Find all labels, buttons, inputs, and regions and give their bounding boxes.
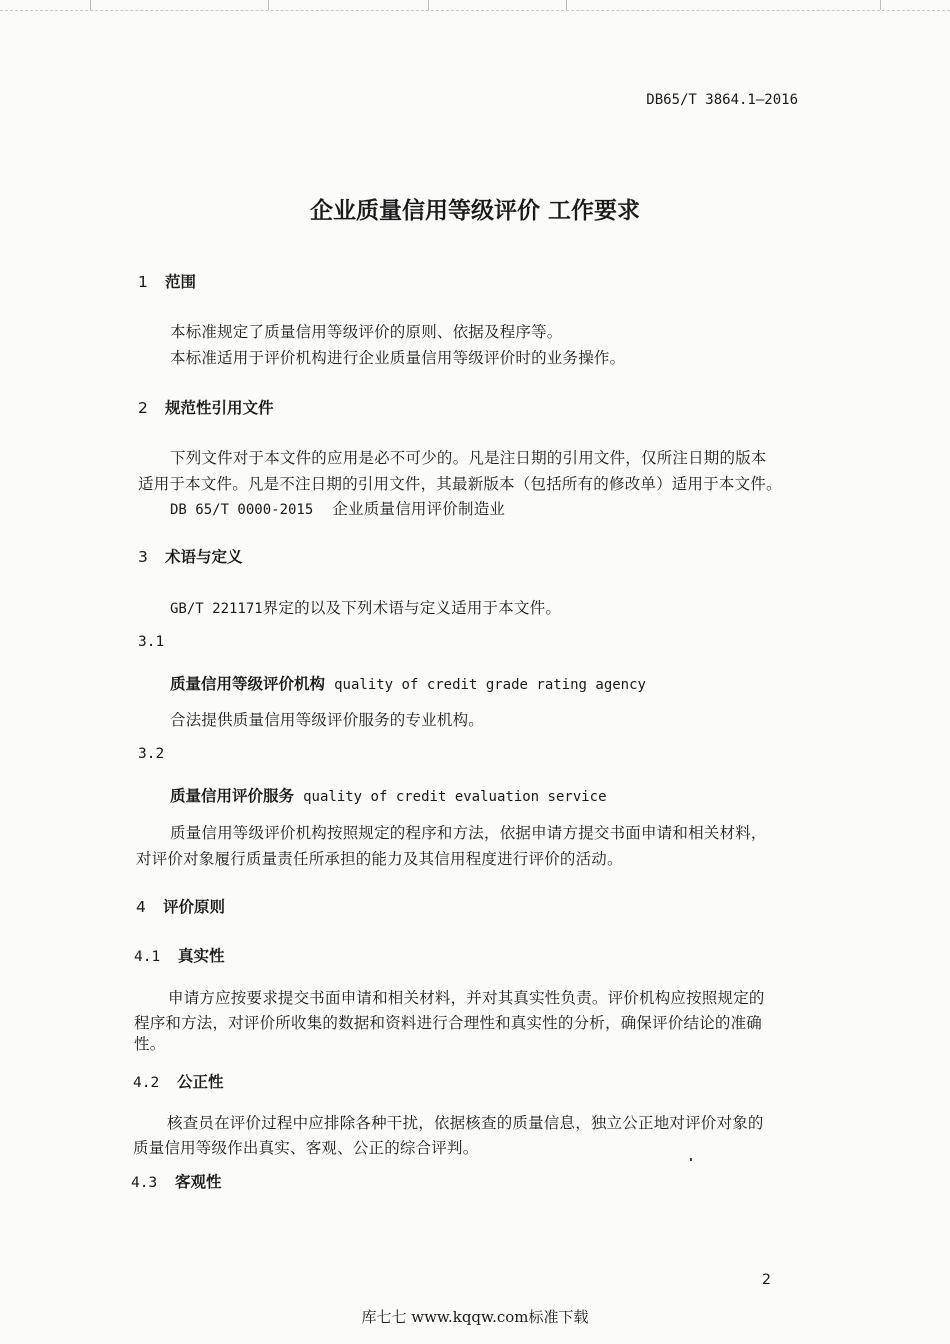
clause-number: 3.1 — [138, 634, 165, 650]
term-english: quality of credit evaluation service — [303, 789, 607, 805]
scan-mark — [880, 0, 881, 10]
term-chinese: 质量信用等级评价机构 — [170, 675, 326, 693]
term-entry — [170, 672, 646, 694]
term-english: quality of credit grade rating agency — [334, 677, 646, 693]
section-2-heading — [138, 396, 274, 418]
term-definition: 对评价对象履行质量责任所承担的能力及其信用程度进行评价的活动。 — [136, 850, 623, 868]
paragraph: 适用于本文件。凡是不注日期的引用文件，其最新版本（包括所有的修改单）适用于本文件。 — [138, 475, 782, 493]
section-3-heading — [138, 545, 243, 567]
section-1-heading — [138, 270, 196, 292]
clause-number: 4.3 — [131, 1175, 158, 1191]
paragraph: 本标准规定了质量信用等级评价的原则、依据及程序等。 — [170, 323, 563, 341]
section-4-heading — [136, 895, 225, 917]
clause-title: 客观性 — [175, 1173, 222, 1191]
reference-code: DB 65/T 0000-2015 — [170, 502, 314, 518]
reference-code: GB/T 221171 — [170, 601, 263, 617]
section-number: 4 — [136, 898, 146, 916]
section-number: 2 — [138, 399, 148, 417]
section-title: 评价原则 — [163, 898, 226, 916]
term-definition: 合法提供质量信用等级评价服务的专业机构。 — [170, 711, 485, 729]
section-number: 1 — [138, 273, 148, 291]
paragraph — [170, 596, 561, 618]
scan-mark — [90, 0, 91, 10]
paragraph: 核查员在评价过程中应排除各种干扰，依据核查的质量信息，独立公正地对评价对象的 — [167, 1114, 764, 1132]
standard-number: DB65/T 3864.1—2016 — [646, 92, 798, 108]
term-chinese: 质量信用评价服务 — [170, 787, 295, 805]
scan-mark — [428, 0, 429, 10]
clause-number: 4.1 — [134, 949, 161, 965]
section-title: 范围 — [165, 273, 197, 291]
paragraph: 下列文件对于本文件的应用是必不可少的。凡是注日期的引用文件，仅所注日期的版本 — [170, 449, 767, 467]
section-title: 规范性引用文件 — [165, 399, 274, 417]
clause-number: 4.2 — [133, 1075, 160, 1091]
paragraph: 申请方应按要求提交书面申请和相关材料，并对其真实性负责。评价机构应按照规定的 — [168, 989, 765, 1007]
section-number: 3 — [138, 548, 148, 566]
footer-watermark: 库七七 www.kqqw.com标准下载 — [361, 1308, 589, 1326]
paragraph-text: 界定的以及下列术语与定义适用于本文件。 — [262, 599, 562, 617]
term-definition: 质量信用等级评价机构按照规定的程序和方法，依据申请方提交书面申请和相关材料， — [170, 824, 767, 842]
document-title: 企业质量信用等级评价 工作要求 — [309, 198, 640, 224]
paragraph: 本标准适用于评价机构进行企业质量信用等级评价时的业务操作。 — [170, 349, 626, 367]
clause-number: 3.2 — [138, 746, 165, 762]
scan-mark — [566, 0, 567, 10]
clause-4-2-heading — [133, 1070, 224, 1092]
scan-top-border — [0, 0, 950, 11]
paragraph: 质量信用等级作出真实、客观、公正的综合评判。 — [133, 1139, 479, 1157]
section-title: 术语与定义 — [165, 548, 243, 566]
normative-reference — [170, 497, 505, 519]
scan-speck — [690, 1158, 692, 1161]
paragraph: 性。 — [134, 1035, 166, 1053]
scan-mark — [268, 0, 269, 10]
reference-title: 企业质量信用评价制造业 — [332, 500, 506, 518]
clause-4-3-heading — [131, 1170, 222, 1192]
term-entry — [170, 784, 607, 806]
clause-4-1-heading — [134, 944, 225, 966]
paragraph: 程序和方法，对评价所收集的数据和资料进行合理性和真实性的分析，确保评价结论的准确 — [134, 1014, 763, 1032]
clause-title: 真实性 — [178, 947, 225, 965]
page-number: 2 — [762, 1272, 771, 1288]
clause-title: 公正性 — [177, 1073, 224, 1091]
